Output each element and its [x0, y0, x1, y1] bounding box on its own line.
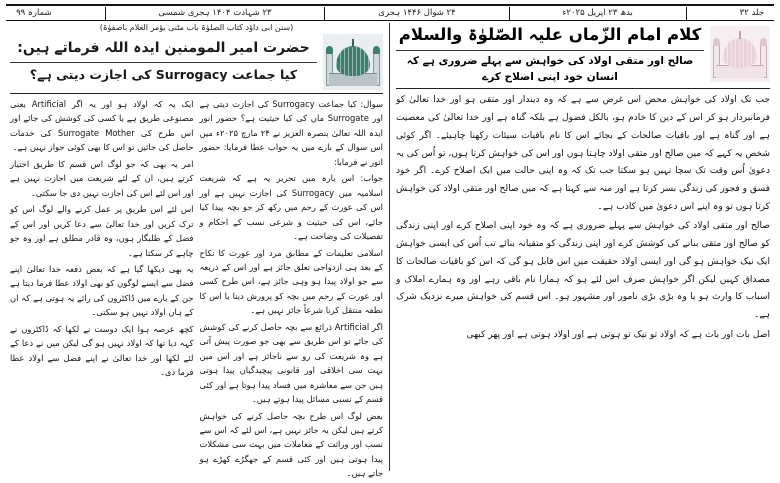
masthead-divider [509, 7, 510, 20]
masthead-divider [105, 7, 106, 20]
right-article-subtitle: صالح اور متقی اولاد کی خواہش سے پہلے ضروری ہے کہ انسان خود اپنی اصلاح کرے [396, 50, 704, 86]
right-article [390, 23, 774, 471]
right-article-body [396, 92, 770, 344]
paragraph: ایک یہ کہ اولاد ہو اور یہ اگر Artificial یعنی مصنوعی طریق ہے یا کسی کی کوشش کی جائے اور اس طرح کی Surrogate Mother کی خدمات حاصل کی جائیں تو اس کا بھی کوئی جواز نہیں ہے۔ [10, 99, 194, 153]
paragraph: امر یہ بھی کہ جو لوگ اس قسم کا طریق اختیار کرتے ہیں، ان کے لئے شریعت میں اجازت نہیں ہے اور اس لئے اس کی اجازت نہیں دی جا سکتی۔ [10, 158, 194, 198]
left-article-byline: حضرت امیر المومنین ایدہ اللہ فرماتے ہیں: [17, 40, 310, 57]
left-article-column-right [200, 97, 384, 483]
paragraph: بعض لوگ اس طرح بچہ حاصل کرنے کی خواہش کرتے ہیں لیکن یہ جائز نہیں ہے، اس لئے کہ اس سے نسب اور وراثت کے معاملات میں بہت سی مشکلات پیدا ہوتی ہیں اور کئی قسم کے جھگڑے کھڑے ہو جاتے ہیں۔ [199, 410, 383, 479]
masthead-hijri-date: ۲۴ شوال ۱۴۴۶ ہجری [378, 7, 456, 18]
left-article-column-left [10, 97, 194, 483]
paragraph: یہ بھی دیکھا گیا ہے کہ بعض دفعہ خدا تعالیٰ اپنے فضل سے ایسے لوگوں کو بھی اولاد عطا فرما دیتا ہے جن کے بارے میں ڈاکٹروں کی رائے یہ ہوتی ہے کہ ان کے ہاں اولاد نہیں ہو سکتی۔ [10, 263, 194, 318]
left-article-columns [10, 97, 383, 483]
right-article-header [396, 23, 770, 89]
left-article-header [10, 34, 383, 94]
masthead-divider [686, 7, 687, 20]
right-article-title: کلام امام الزّماں علیہ الصّلوٰۃ والسلام [398, 25, 702, 44]
left-article-source: (سنن ابی داؤد کتاب الصلوٰۃ باب مٹنی یؤمر الغلام باصفوٰۃ) [99, 23, 294, 32]
left-article-question: کیا جماعت Surrogacy کی اجازت دیتی ہے؟ [10, 62, 317, 85]
mosque-logo-icon [323, 34, 383, 90]
paragraph: صالح اور متقی اولاد کی خواہش سے پہلے ضروری ہے کہ وہ خود اپنی اصلاح کرے اور اپنی زندگی کو صالح اور متقی بنانے کی کوشش کرے اور اپنی زندگی کو متقیانہ بنائے تب اُس کی ایسی خواہش ایک نیک خواہش ہو گی اور ایسی اولاد حقیقت میں اس قابل ہو گی کہ اس کو باقیات صالحات کا مصداق کہیں لیکن اگر خواہش صرف اس لئے ہو کہ ہمارا نام باقی رہے اور وہ ہمارے املاک و اسباب کا وارث ہو یا وہ بڑی بڑی نامور اور مشہور ہو۔ اس قسم کی خواہش میرے نزدیک شرک ہے۔ [396, 221, 770, 321]
paragraph: اصل بات اور بات ہے کہ اولاد تو نیک تو ہوتی ہے اور اولاد ہوتی ہے اور پھر کبھی [466, 329, 770, 340]
paragraph: اس لئے اس طریق پر عمل کرنے والے لوگ اس کو ترک کریں اور خدا تعالیٰ سے دعا کریں اور اس کے فضل کے طلبگار ہوں، وہ قادر مطلق ہے اور وہ جو چاہے کر سکتا ہے۔ [10, 204, 194, 258]
masthead-volume: جلد ۳۲ [739, 7, 764, 18]
paragraph: جب تک اولاد کی خواہش محض اس غرض سے ہے کہ وہ دیندار اور متقی ہو اور خدا تعالیٰ کو فرمانبردار ہو کر اس کے دین کا خادم ہو، بالکل فضول ہے بلکہ گناہ ہے اور خدا تعالیٰ کی معصیت ہے اور گناہ ہے اور باقیات صالحات کے بجائے اس کا نام باقیات سیئات رکھنا چاہیئے۔ اگر کوئی شخص یہ کہے کہ میں صالح اور متقی اولاد چاہتا ہوں اور اس کی خواہش کرتا ہوں، تو اُس کی یہ دعویٰ اُس وقت تک سچا نہیں ہو سکتا جب تک کہ وہ اپنی حالت میں ایک اصلاح کرے۔ اگر خود فسق و فجور کی زندگی بسر کرتا ہے اور منہ سے کہتا ہے کہ میں صالح اور متقی اولاد کی خواہش کرتا ہوں تو وہ اپنے اس دعویٰ میں کاذب ہے۔ [396, 95, 770, 212]
mosque-logo-icon [710, 26, 770, 82]
masthead-divider [324, 7, 325, 20]
paragraph: اگر Artificial ذرائع سے بچہ حاصل کرنے کی کوشش کی جائے تو اس طریق سے بھی جو صورت پیش آتی ہے وہ شریعت کی رو سے ناجائز ہے اور اس میں بہت سی اخلاقی اور قانونی پیچیدگیاں پیدا ہوتی ہیں جن سے معاشرہ میں فساد پیدا ہوتا ہے اور کئی قسم کے نسبی مسائل پیدا ہوتے ہیں۔ [199, 321, 383, 405]
page-columns [6, 23, 774, 479]
masthead [6, 4, 774, 21]
masthead-shamsi-date: ۲۳ شہادت ۱۴۰۴ ہجری شمسی [158, 7, 272, 18]
paragraph: اسلامی تعلیمات کے مطابق مرد اور عورت کا نکاح کے بعد ہی ازدواجی تعلق جائز ہے اور اس کے ذریعہ سے جو اولاد پیدا ہو وہی جائز ہے، اس طرح کسی اور عورت کے رحم میں بچہ کو پرورش دینا یا اس کا نطفہ منتقل کرنا شرعاً جائز نہیں ہے۔ [199, 247, 383, 316]
paragraph: سوال: کیا جماعت Surrogacy کی اجازت دیتی ہے اور Surrogate ماں کی کیا حیثیت ہے؟ حضور انور ایدہ اللہ تعالیٰ بنصرہ العزیز نے ۲۴ مارچ ۲۰۲۵ء میں اس سوال کے بارے میں یہ جواب عطا فرمایا: حضور انور نے فرمایا: [199, 99, 383, 167]
paragraph: کچھ عرصہ ہوا ایک دوست نے لکھا کہ ڈاکٹروں نے کہہ دیا تھا کہ اولاد نہیں ہو گی لیکن میں نے دعا کے لئے لکھا اور خدا تعالیٰ نے اپنے فضل سے اولاد عطا فرما دی۔ [10, 323, 194, 378]
left-article [6, 23, 390, 479]
masthead-issue-number: شمارہ ۹۹ [16, 7, 52, 18]
masthead-gregorian-date: بدھ ۲۳ اپریل ۲۰۲۵ء [562, 7, 633, 18]
paragraph: جواب: اس بارہ میں تحریر یہ ہے کہ شریعت اسلامیہ میں Surrogacy کی اجازت نہیں ہے اور اس کی عورت کے رحم میں رکھ کر جو بچہ پیدا کیا جائے، اس کی حیثیت و شرعی نسب کے احکام و تفصیلات کی وضاحت ہے۔ [199, 173, 383, 242]
